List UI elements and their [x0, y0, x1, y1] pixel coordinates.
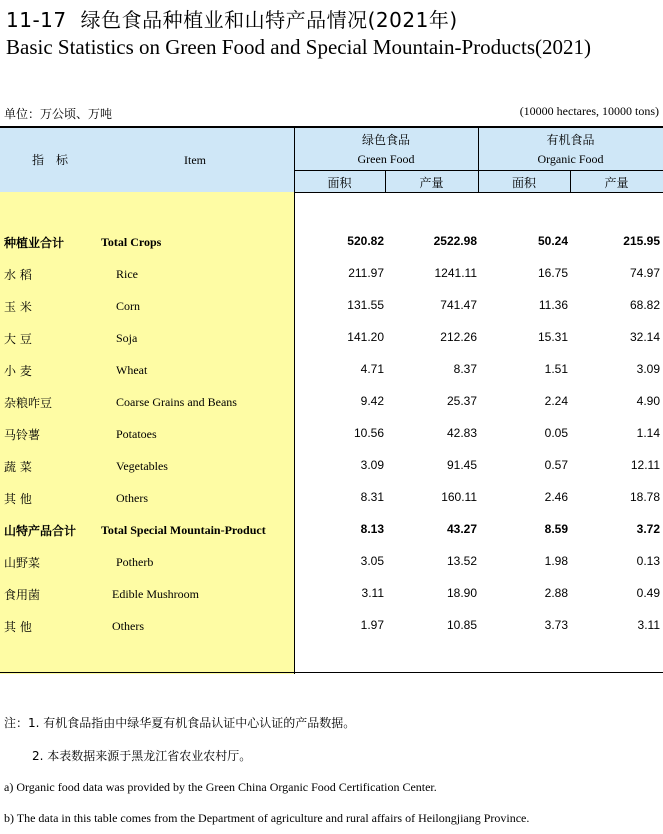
table-row	[0, 290, 663, 322]
cell-organic-output: 0.49	[636, 586, 660, 600]
cell-green-area: 1.97	[360, 618, 384, 632]
table-row	[0, 418, 663, 450]
cell-green-output: 42.83	[446, 426, 477, 440]
cell-organic-area: 1.51	[544, 362, 568, 376]
row-label-en: Total Crops	[101, 235, 162, 249]
cell-green-output: 2522.98	[433, 234, 477, 248]
cell-green-area: 8.31	[360, 490, 384, 504]
table-row	[0, 482, 663, 514]
cell-green-area: 211.97	[348, 266, 384, 280]
table-row	[0, 322, 663, 354]
cell-green-output: 25.37	[446, 394, 477, 408]
cell-organic-area: 3.73	[544, 618, 568, 632]
header-bottom-rule	[294, 192, 663, 193]
cell-organic-area: 2.88	[544, 586, 568, 600]
row-label-cn: 水 稻	[4, 268, 32, 282]
row-label-en: Wheat	[116, 363, 148, 377]
note-cn-1: 注：1. 有机食品指由中绿华夏有机食品认证中心认证的产品数据。	[4, 716, 356, 730]
title-cn-text: 绿色食品种植业和山特产品情况(2021年)	[80, 8, 458, 32]
table-number: 11-17	[6, 8, 67, 32]
row-label-cn: 蔬 菜	[4, 460, 32, 474]
header-organic-area: 面积	[511, 176, 536, 190]
row-label-cn: 其 他	[4, 620, 32, 634]
note-cn-2: 2. 本表数据来源于黑龙江省农业农村厅。	[32, 749, 252, 763]
cell-green-area: 3.09	[360, 458, 384, 472]
table-row	[0, 546, 663, 578]
row-label-en: Edible Mushroom	[112, 587, 199, 601]
cell-green-area: 8.13	[360, 522, 384, 536]
header-green-food-en: Green Food	[357, 152, 415, 166]
row-label-cn: 玉 米	[4, 300, 32, 314]
cell-organic-output: 215.95	[623, 234, 660, 248]
table-row	[0, 386, 663, 418]
table-row	[0, 610, 663, 642]
cell-green-output: 18.90	[446, 586, 477, 600]
cell-green-output: 212.26	[440, 330, 477, 344]
header-green-area: 面积	[327, 176, 352, 190]
header-organic-food-en: Organic Food	[537, 152, 604, 166]
row-label-en: Potatoes	[116, 427, 157, 441]
row-label-en: Soja	[116, 331, 138, 345]
cell-green-area: 3.11	[361, 586, 384, 600]
table-top-rule	[0, 126, 663, 128]
row-label-cn: 种植业合计	[4, 236, 65, 250]
row-label-cn: 马铃薯	[4, 428, 41, 442]
row-label-cn: 山特产品合计	[4, 524, 77, 538]
table-row	[0, 450, 663, 482]
cell-green-output: 1241.11	[434, 266, 477, 280]
table-row	[0, 514, 663, 546]
header-green-food-cn: 绿色食品	[361, 133, 410, 147]
header-indicator: 指 标	[31, 153, 68, 167]
cell-organic-area: 50.24	[537, 234, 568, 248]
row-label-en: Rice	[116, 267, 138, 281]
cell-green-area: 141.20	[347, 330, 384, 344]
cell-organic-output: 18.78	[629, 490, 660, 504]
table-row	[0, 578, 663, 610]
header-organic-output: 产量	[604, 176, 629, 190]
cell-organic-output: 12.11	[630, 458, 660, 472]
table-row	[0, 354, 663, 386]
row-label-cn: 食用菌	[4, 588, 41, 602]
cell-organic-output: 3.72	[636, 522, 660, 536]
row-label-en: Total Special Mountain-Product	[101, 523, 266, 537]
cell-organic-area: 8.59	[544, 522, 568, 536]
cell-organic-area: 15.31	[537, 330, 568, 344]
header-green-output: 产量	[419, 176, 444, 190]
page-title-cn	[6, 4, 458, 33]
cell-organic-output: 68.82	[629, 298, 660, 312]
cell-organic-output: 1.14	[636, 426, 660, 440]
cell-green-area: 131.55	[347, 298, 384, 312]
header-item: Item	[184, 153, 206, 167]
cell-organic-output: 3.09	[636, 362, 660, 376]
cell-green-output: 43.27	[446, 522, 477, 536]
unit-label-en: (10000 hectares, 10000 tons)	[519, 104, 659, 118]
note-en-b: b) The data in this table comes from the Department of agriculture and rural affairs of Heilongjiang Province.	[4, 811, 530, 825]
table-row	[0, 226, 663, 258]
row-label-en: Vegetables	[116, 459, 168, 473]
cell-green-output: 10.85	[446, 618, 477, 632]
unit-label-cn: 单位：万公顷、万吨	[4, 107, 113, 121]
cell-organic-output: 74.97	[629, 266, 660, 280]
cell-organic-output: 3.11	[637, 618, 660, 632]
row-label-en: Coarse Grains and Beans	[116, 395, 237, 409]
cell-green-output: 160.11	[441, 490, 477, 504]
cell-green-area: 4.71	[360, 362, 384, 376]
row-label-cn: 山野菜	[4, 556, 41, 570]
cell-organic-area: 2.24	[544, 394, 568, 408]
cell-organic-area: 0.57	[544, 458, 568, 472]
row-label-cn: 小 麦	[4, 364, 32, 378]
row-label-en: Others	[112, 619, 144, 633]
table-bottom-rule	[0, 672, 663, 673]
statistics-table	[0, 126, 663, 674]
cell-organic-area: 11.36	[538, 298, 568, 312]
cell-organic-area: 0.05	[544, 426, 568, 440]
cell-organic-output: 4.90	[636, 394, 660, 408]
cell-organic-area: 2.46	[544, 490, 568, 504]
cell-green-area: 520.82	[347, 234, 384, 248]
table-row	[0, 258, 663, 290]
header-organic-food-cn: 有机食品	[546, 133, 595, 147]
cell-organic-area: 16.75	[537, 266, 568, 280]
cell-organic-output: 32.14	[629, 330, 660, 344]
cell-green-area: 10.56	[353, 426, 384, 440]
cell-green-output: 741.47	[440, 298, 477, 312]
cell-organic-area: 1.98	[544, 554, 568, 568]
row-label-cn: 其 他	[4, 492, 32, 506]
page-title-en: Basic Statistics on Green Food and Special Mountain-Products(2021)	[6, 35, 591, 59]
row-label-en: Corn	[116, 299, 140, 313]
cell-green-output: 13.52	[446, 554, 477, 568]
row-label-en: Others	[116, 491, 148, 505]
note-en-a: a) Organic food data was provided by the Green China Organic Food Certification Center.	[4, 780, 437, 794]
row-label-cn: 杂粮咋豆	[4, 396, 53, 410]
cell-green-output: 8.37	[453, 362, 477, 376]
cell-green-area: 9.42	[360, 394, 384, 408]
row-label-en: Potherb	[116, 555, 154, 569]
row-label-cn: 大 豆	[4, 332, 32, 346]
cell-green-output: 91.45	[446, 458, 477, 472]
cell-organic-output: 0.13	[636, 554, 660, 568]
cell-green-area: 3.05	[360, 554, 384, 568]
